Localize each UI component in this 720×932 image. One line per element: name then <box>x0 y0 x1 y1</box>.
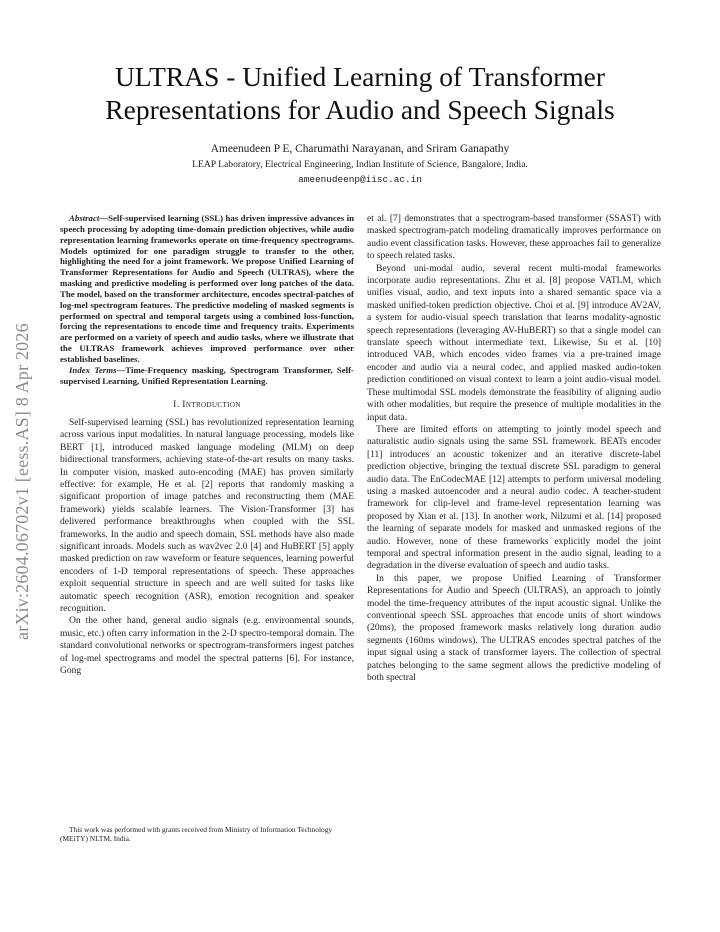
title-line-1: ULTRAS - Unified Learning of Transformer <box>114 61 606 92</box>
right-column <box>367 213 661 684</box>
index-terms-label: Index Terms <box>69 364 117 375</box>
abstract-label: Abstract <box>69 213 100 223</box>
left-column <box>60 213 354 677</box>
author-email: ameenudeenp@iisc.ac.in <box>298 174 422 185</box>
affiliation: LEAP Laboratory, Electrical Engineering, Indian Institute of Science, Bangalore, India. <box>192 159 528 170</box>
index-terms <box>60 365 354 387</box>
paper-title <box>60 60 660 126</box>
index-terms-text: —Time-Frequency masking, Spectrogram Transformer, Self-supervised Learning, Unified Representation Learning. <box>60 364 354 386</box>
arxiv-identifier: arXiv:2604.06702v1 [eess.AS] 8 Apr 2026 <box>12 323 32 640</box>
intro-paragraph-2: On the other hand, general audio signals (e.g. environmental sounds, music, etc.) often carry information in the 2-D spectro-temporal domain. The standard convolutional networks or spectrogram-transformers ingest patches of log-mel spectrograms and model the spectral patterns [6]. For instance, Gong <box>60 616 354 677</box>
abstract <box>60 213 354 365</box>
abstract-text: —Self-supervised learning (SSL) has driven impressive advances in speech processing by adopting time-domain prediction objectives, while audio representation learning frameworks operate on time-frequency spectrograms. Models optimized for one paradigm struggle to transfer to the other, highlighting the need for a joint framework. We propose Unified Learning of Transformer Representations for Audio and Speech (ULTRAS), where the masking and predictive modeling is performed over long patches of the data. The model, based on the transformer architecture, encodes spectral-patches of log-mel spectrogram features. The predictive modeling of masked segments is performed on spectral and temporal targets using a combined loss-function, forcing the representations to encode time and frequency traits. Experiments are performed on a variety of speech and audio tasks, where we illustrate that the ULTRAS framework achieves improved performance over other established baselines. <box>60 213 354 364</box>
intro-paragraph-4: Beyond uni-modal audio, several recent multi-modal frameworks incorporate audio representations. Zhu et al. [8] propose VATLM, which unifies visual, audio, and text inputs into a shared semantic space via a masked unified-token prediction objective. Choi et al. [9] introduce AV2AV, a system for audio-visual speech translation that learns modality-agnostic speech representations (leveraging AV-HuBERT) so that a single model can translate speech without intermediate text. Likewise, Su et al. [10] introduced VAB, which encodes video frames via a pre-trained image encoder and audio via a neural codec, and applied masked audio-token prediction conditioned on visual context to learn a joint audio-visual model. These multimodal SSL models demonstrate the feasibility of aligning audio with other modalities, but require the presence of multiple modalities in the input data. <box>367 263 661 423</box>
intro-paragraph-3: et al. [7] demonstrates that a spectrogram-based transformer (SSAST) with masked spectrogram-patch modeling dramatically improves performance on audio event classification tasks. However, these approaches fail to generalize to speech related tasks. <box>367 214 661 262</box>
author-list: Ameenudeen P E, Charumathi Narayanan, and Sriram Ganapathy <box>210 143 510 155</box>
footnote <box>60 825 354 843</box>
intro-paragraph-1: Self-supervised learning (SSL) has revolutionized representation learning across various input modalities. In natural language processing, models like BERT [1], introduced masked language modeling (MLM) on deep bidirectional transformers, achieving state-of-the-art results on many tasks. In computer vision, masked auto-encoding (MAE) has proven similarly effective: for example, He et al. [2] reports that randomly masking a significant proportion of image patches and reconstructing them (MAE framework) yields scalable learners. The Vision-Transformer [3] has delivered performance breakthroughs when coupled with the SSL frameworks. In the audio and speech domain, SSL methods have also made significant inroads. Models such as wav2vec 2.0 [4] and HuBERT [5] apply masked prediction on raw waveform or feature sequences, learning powerful encoders of 1-D temporal representations of speech. These approaches exploit sequential structure in speech and are well suited for tasks like automatic speech recognition (ASR), emotion recognition and speaker recognition. <box>60 417 354 614</box>
section-heading-introduction: I. Introduction <box>173 399 241 410</box>
title-line-2: Representations for Audio and Speech Signals <box>105 94 615 125</box>
intro-paragraph-5: There are limited efforts on attempting to jointly model speech and naturalistic audio signals using the same SSL framework. BEATs encoder [11] introduces an acoustic tokenizer and an iterative discrete-label prediction objective, bringing the textual discrete SSL paradigm to general audio data. The EnCodecMAE [12] attempts to perform universal modeling using a masked autoencoder and a neural audio codec. A teacher-student framework for clip-level and frame-level representation learning was proposed by Xian et al. [13]. In another work, Nilzumi et al. [14] proposed the learning of separate models for masked and unmasked regions of the audio. However, none of these frameworks explicitly model the joint temporal and spectral information present in the audio signal, leading to a degradation in the diverse evaluation of speech and audio tasks. <box>367 424 661 572</box>
intro-paragraph-6: In this paper, we propose Unified Learning of Transformer Representations for Audio and Speech (ULTRAS), an approach to jointly model the time-frequency attributes of the input acoustic signal. Unlike the conventional speech SSL approaches that encode units of short windows (20ms), the proposed framework masks relatively long duration audio segments (160ms windows). The ULTRAS encodes spectral patches of the input signal using a stack of transformer layers. The collection of spectral patches belonging to the same segment allows the predictive modeling of both spectral <box>367 573 661 684</box>
footnote-text: This work was performed with grants received from Ministry of Information Technology (MEiTY) NLTM, India. <box>60 825 333 843</box>
